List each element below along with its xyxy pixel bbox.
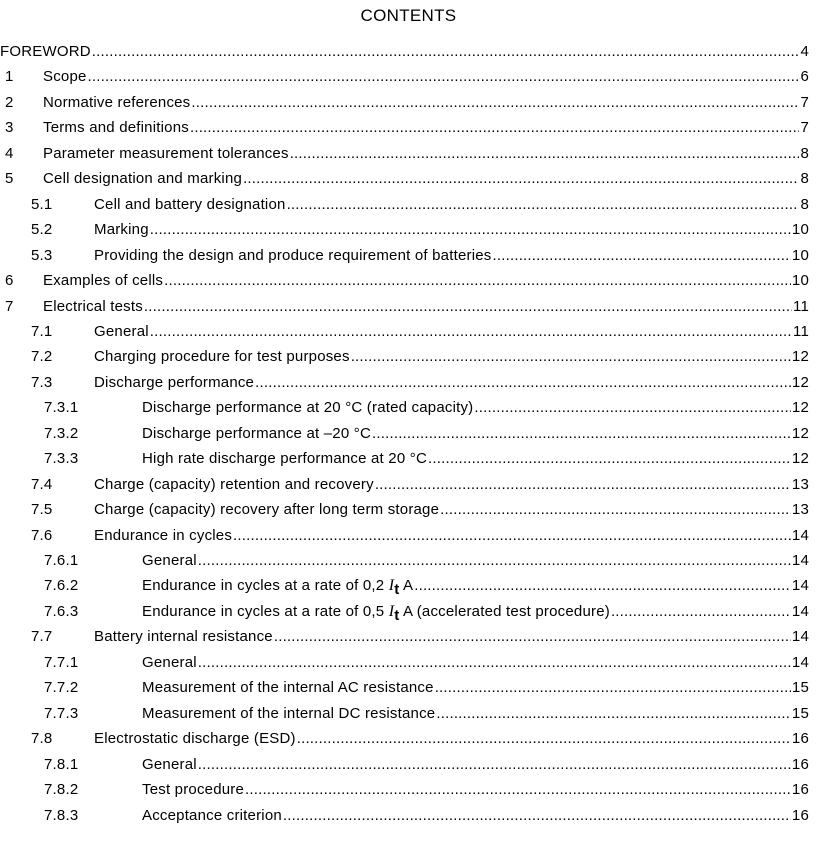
toc-entry[interactable] [0,756,809,776]
current-symbol: I [388,602,395,620]
dot-leader [297,730,791,747]
toc-entry-title: General [142,552,197,569]
dot-leader [290,145,800,162]
toc-entry-number: 4 [5,144,14,162]
toc-entry-number: 7.7 [31,628,53,646]
dot-leader [198,654,791,671]
toc-entry-page: 10 [791,246,809,264]
toc-entry-title [142,602,610,624]
dot-leader [88,68,800,85]
toc-entry-title: Scope [43,68,87,86]
dot-leader [245,781,791,798]
toc-entry-title: Electrical tests [43,297,143,315]
toc-entry[interactable] [0,425,809,445]
toc-entry[interactable] [0,450,809,470]
toc-entry-title: Examples of cells [43,272,164,290]
toc-entry[interactable] [0,552,809,572]
dot-leader [375,476,791,493]
toc-entry-page: 14 [791,526,809,544]
toc-entry-title: High rate discharge performance at 20 °C [142,450,427,468]
toc-entry-number: 7.5 [31,501,53,519]
toc-entry-page: 16 [791,755,809,773]
toc-entry[interactable] [0,170,809,190]
dot-leader [283,807,791,824]
toc-entry[interactable] [0,348,809,368]
toc-entry[interactable] [0,654,809,674]
toc-entry-page: 14 [791,653,809,671]
toc-entry-page: 7 [800,93,809,111]
toc-entry-number: 7.6.3 [44,602,79,620]
toc-entry-title: General [142,653,197,671]
toc-entry[interactable] [0,43,809,63]
toc-entry[interactable] [0,94,809,114]
dot-leader [436,705,791,722]
toc-entry[interactable] [0,705,809,725]
toc-entry-number: 7.7.3 [44,704,79,722]
toc-entry-page: 10 [791,272,809,290]
toc-entry[interactable] [0,476,809,496]
toc-entry-page: 4 [800,43,809,60]
dot-leader [492,247,790,264]
toc-entry-page: 14 [791,602,809,620]
toc-entry-title: Test procedure [142,781,245,799]
toc-entry-number: 5.1 [31,195,53,213]
dot-leader [198,552,791,569]
toc-entry-title: Acceptance criterion [142,806,282,824]
toc-entry-number: 3 [5,119,14,137]
toc-entry-number: 7.8 [31,730,53,748]
toc-entry-title: Measurement of the internal DC resistance [142,704,436,722]
toc-entry-number: 7.6 [31,526,53,544]
toc-entry-title: Discharge performance at –20 °C [142,424,371,442]
toc-entry[interactable] [0,781,809,801]
toc-entry-title: Discharge performance [94,373,255,391]
dot-leader [92,43,800,60]
toc-entry[interactable] [0,119,809,139]
toc-entry-title: Normative references [43,93,191,111]
dot-leader [287,196,800,213]
dot-leader [414,577,791,594]
toc-entry-number: 7.7.2 [44,679,79,697]
toc-entry-page: 11 [793,322,809,340]
toc-entry-number: 7 [5,297,14,315]
dot-leader [233,527,791,544]
toc-entry-number: 7.6.1 [44,552,79,569]
toc-entry-number: 7.1 [31,322,53,340]
toc-entry-title [142,577,414,599]
toc-entry-page: 15 [791,704,809,722]
toc-entry-page: 11 [793,297,809,315]
dot-leader [150,323,792,340]
toc-entry[interactable] [0,807,809,827]
toc-entry-title: Providing the design and produce requirement of batteries [94,246,492,264]
dot-leader [435,679,791,696]
toc-entry-page: 14 [791,577,809,595]
toc-entry-title-part: A [399,577,414,595]
toc-entry-page: 8 [800,195,809,213]
toc-entry[interactable] [0,196,809,216]
toc-entry[interactable] [0,68,809,88]
toc-entry-page: 7 [800,119,809,137]
toc-entry-number: 7.4 [31,475,53,493]
toc-entry-page: 8 [800,144,809,162]
dot-leader [150,221,791,238]
toc-entry-number: 7.3.3 [44,450,79,468]
toc-entry-page: 12 [791,399,809,417]
toc-entry[interactable] [0,628,809,648]
dot-leader [474,399,791,416]
toc-entry-page: 16 [791,730,809,748]
dot-leader [164,272,791,289]
toc-entry[interactable] [0,399,809,419]
dot-leader [611,603,791,620]
toc-entry-title: FOREWORD [0,43,91,60]
toc-entry-page: 15 [791,679,809,697]
toc-entry[interactable] [0,527,809,547]
toc-entry-page: 13 [791,501,809,519]
toc-entry-number: 7.3.2 [44,424,79,442]
toc-entry-number: 7.8.2 [44,781,79,799]
toc-entry-title-part: Endurance in cycles at a rate of 0,2 [142,577,389,595]
toc-entry-number: 5.2 [31,221,53,239]
toc-entry-title: Cell designation and marking [43,170,243,188]
toc-entry-title: Charging procedure for test purposes [94,348,350,366]
toc-entry-number: 5 [5,170,14,188]
dot-leader [190,119,800,136]
toc-entry-title: Endurance in cycles [94,526,233,544]
toc-entry-number: 7.6.2 [44,577,79,595]
toc-entry[interactable] [0,145,809,165]
toc-entry-page: 12 [791,424,809,442]
toc-entry[interactable] [0,247,809,267]
toc-entry-title: Electrostatic discharge (ESD) [94,730,296,748]
toc-entry-title: Cell and battery designation [94,195,286,213]
toc-entry-title-part: Endurance in cycles at a rate of 0,5 [142,602,389,620]
toc-entry-title: Parameter measurement tolerances [43,144,289,162]
toc-entry-number: 7.3.1 [44,399,79,417]
toc-entry[interactable] [0,298,809,318]
dot-leader [198,756,791,773]
toc-entry-number: 7.7.1 [44,653,79,671]
toc-entry-title: Discharge performance at 20 °C (rated capacity) [142,399,474,417]
toc-entry-page: 16 [791,781,809,799]
current-symbol-subscript: t [394,581,400,599]
toc-entry-page: 6 [800,68,809,86]
toc-entry-page: 10 [791,221,809,239]
toc-entry-number: 2 [5,93,14,111]
toc-entry-page: 12 [791,450,809,468]
toc-entry-page: 14 [791,628,809,646]
toc-entry-page: 12 [791,373,809,391]
dot-leader [372,425,791,442]
dot-leader [440,501,791,518]
toc-entry[interactable] [0,272,809,292]
toc-entry[interactable] [0,501,809,521]
dot-leader [428,450,791,467]
dot-leader [243,170,799,187]
toc-entry[interactable] [0,374,809,394]
toc-entry-number: 7.3 [31,373,53,391]
toc-entry-number: 5.3 [31,246,53,264]
toc-entry-page: 16 [791,806,809,824]
toc-entry-page: 12 [791,348,809,366]
dot-leader [144,298,792,315]
toc-entry-title: Measurement of the internal AC resistance [142,679,434,697]
toc-entry-title: General [94,322,149,340]
toc-entry[interactable] [0,730,809,750]
toc-entry-number: 7.8.1 [44,755,79,773]
toc-entry-number: 6 [5,272,14,290]
toc-entry[interactable] [0,679,809,699]
toc-entry-title-part: A (accelerated test procedure) [399,602,610,620]
toc-entry-title: Terms and definitions [43,119,189,137]
toc-entry-number: 7.2 [31,348,53,366]
toc-entry-page: 8 [800,170,809,188]
toc-entry-title: Charge (capacity) retention and recovery [94,475,374,493]
toc-entry[interactable] [0,221,809,241]
toc-entry[interactable] [0,323,809,343]
page-title: CONTENTS [360,6,457,25]
current-symbol-subscript: t [394,606,400,624]
toc-entry-number: 1 [5,68,14,86]
dot-leader [351,348,791,365]
current-symbol: I [388,577,395,595]
dot-leader [191,94,799,111]
toc-entry-number: 7.8.3 [44,806,79,824]
dot-leader [274,628,791,645]
toc-entry-title: Charge (capacity) recovery after long term storage [94,501,440,519]
dot-leader [255,374,791,391]
toc-entry-title: Marking [94,221,149,239]
toc-entry-title: General [142,755,197,773]
toc-entry-page: 13 [791,475,809,493]
toc-entry[interactable] [0,603,809,623]
toc-entry-title: Battery internal resistance [94,628,273,646]
toc-entry[interactable] [0,577,809,597]
toc-entry-page: 14 [791,552,809,569]
